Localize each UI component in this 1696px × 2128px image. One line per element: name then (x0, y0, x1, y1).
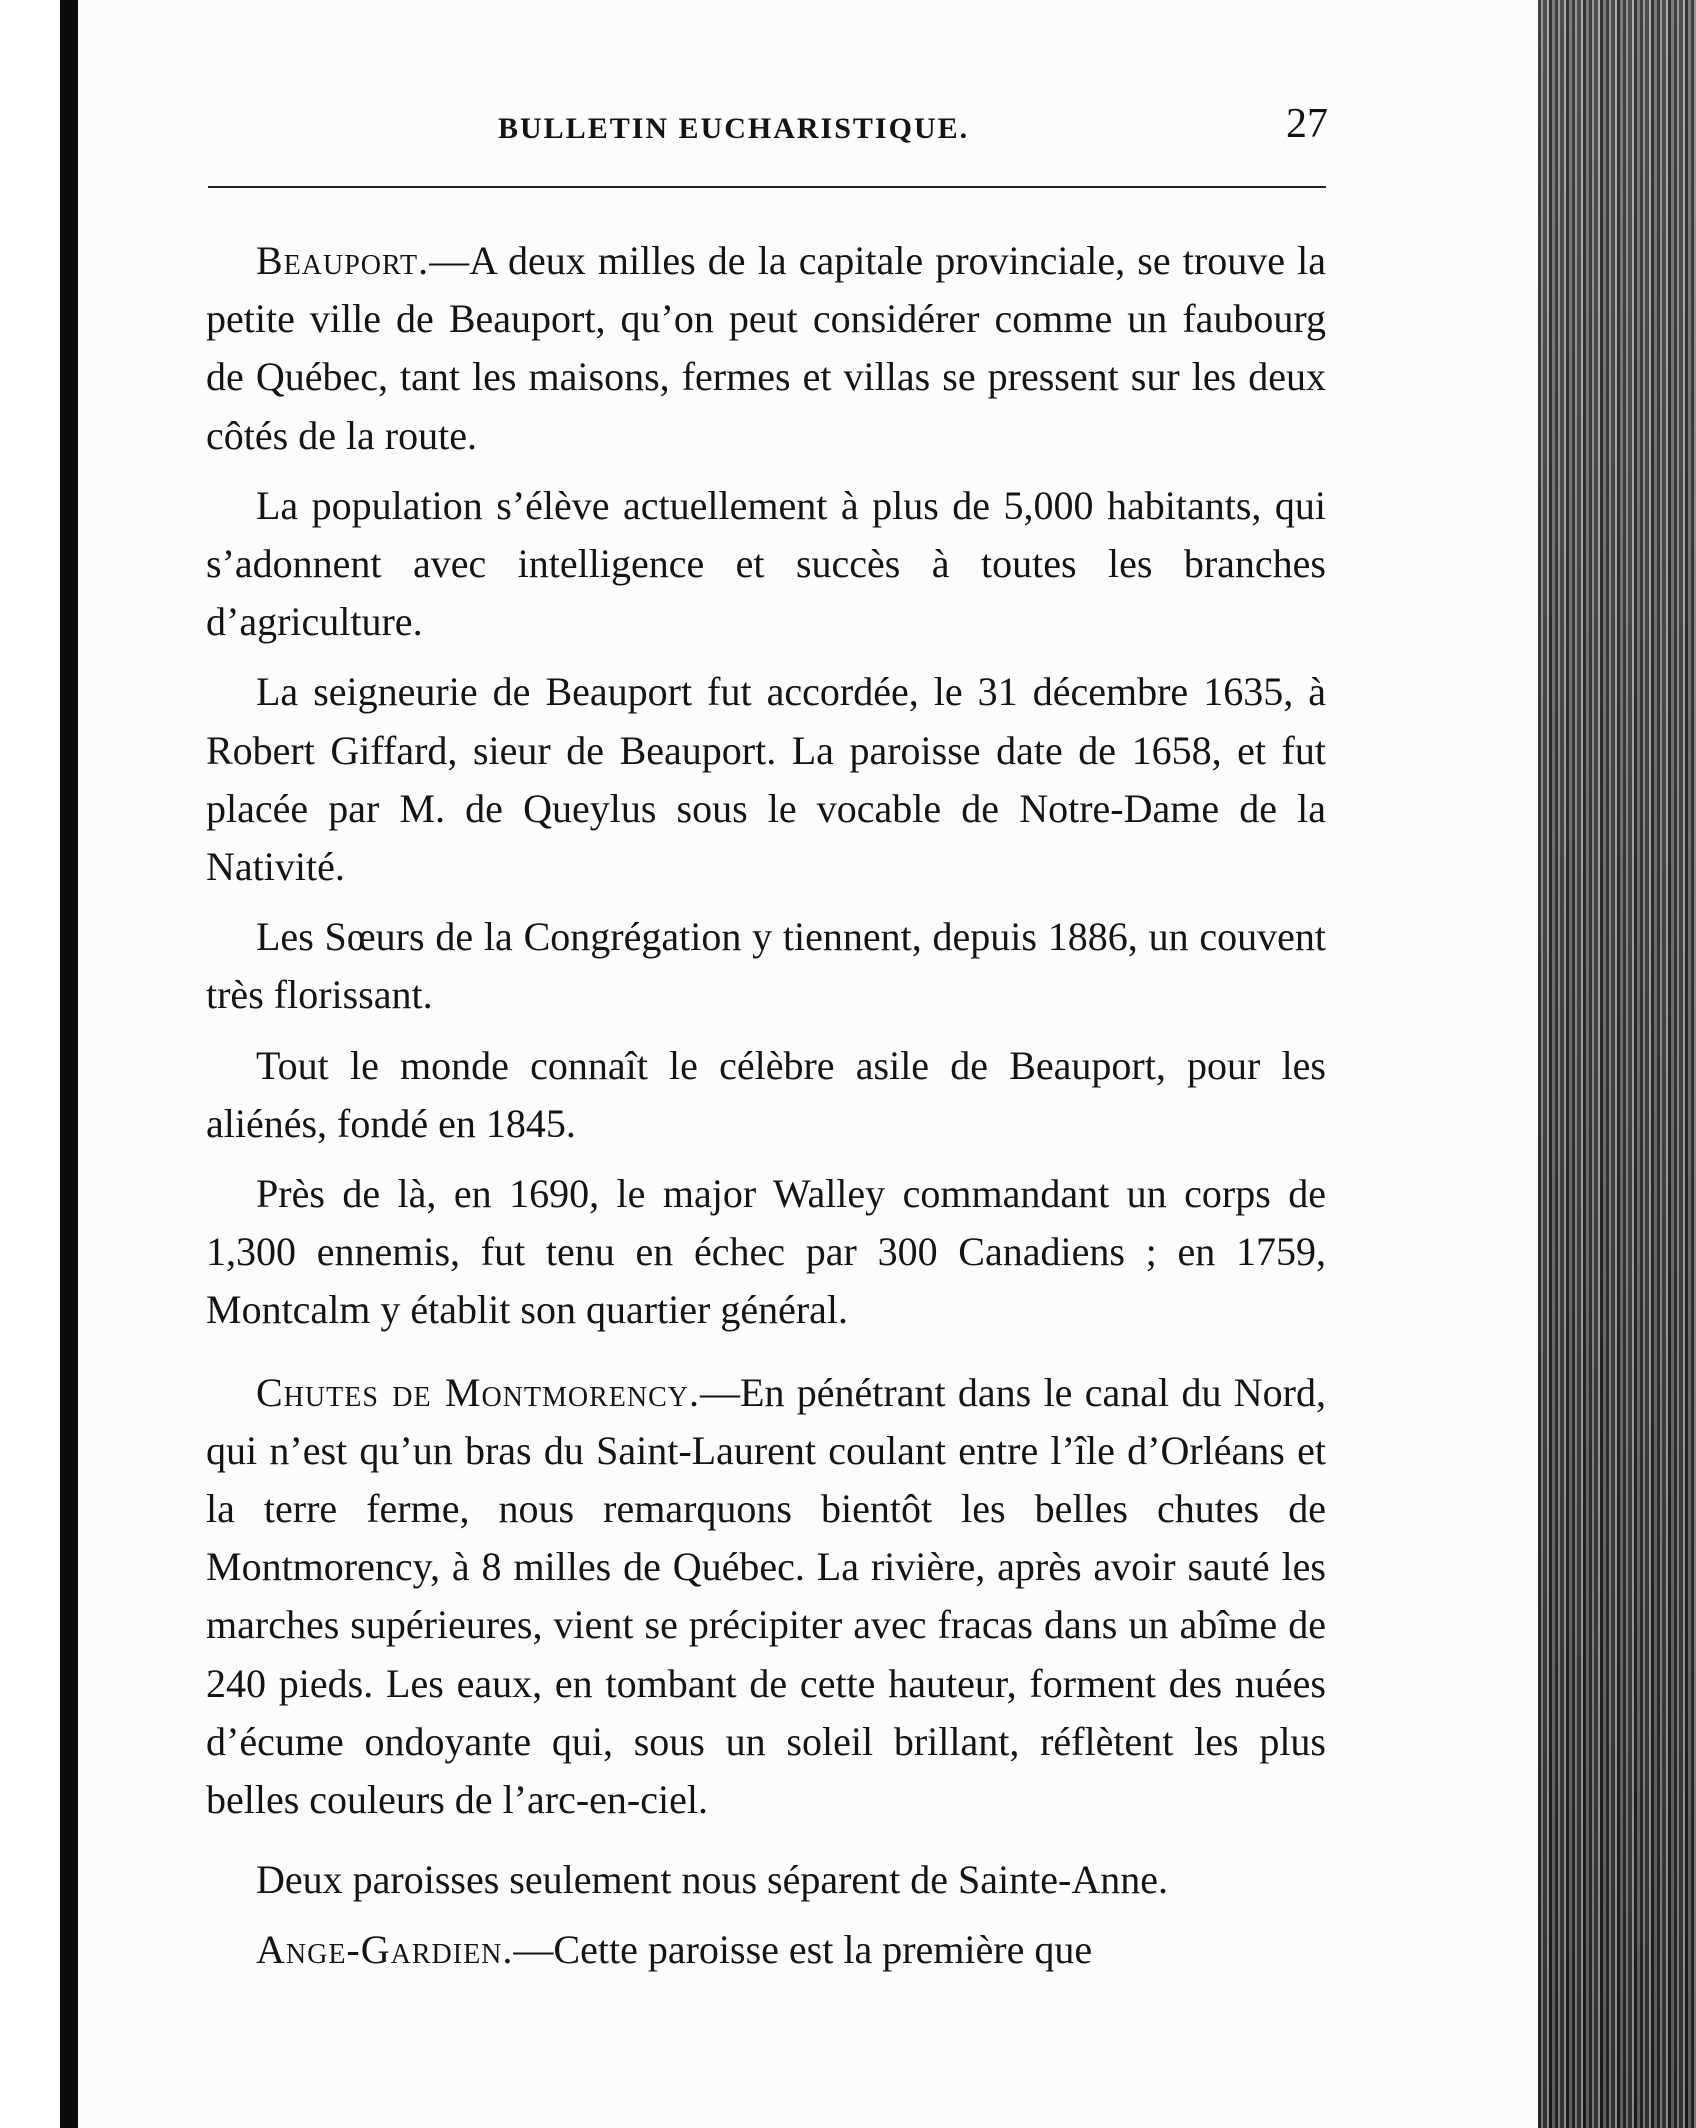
paragraph-text: Tout le monde connaît le célèbre asile de Beauport, pour les aliénés, fondé en 1845. (206, 1042, 1326, 1146)
page-edges-stack (1538, 0, 1696, 2128)
paragraph-soeurs (206, 908, 1326, 1024)
section-lead-montmorency: Chutes de Montmorency. (256, 1369, 701, 1415)
paragraph-text: La population s’élève actuellement à plus de 5,000 habitants, qui s’adonnent avec intelligence et succès à toutes les branches d’agriculture. (206, 482, 1326, 645)
page-header (208, 100, 1328, 160)
paragraph-beauport (206, 232, 1326, 465)
paragraph-montmorency (206, 1364, 1326, 1830)
paragraph-text: —A deux milles de la capitale provinciale, se trouve la petite ville de Beauport, qu’on peut considérer comme un faubourg de Québec, tant les maisons, fermes et villas se pressent sur les deux côtés de la route. (206, 238, 1326, 458)
section-lead-ange-gardien: Ange-Gardien. (256, 1927, 514, 1973)
paragraph-text: —En pénétrant dans le canal du Nord, qui n’est qu’un bras du Saint-Laurent coulant entre l’île d’Orléans et la terre ferme, nous remarquons bientôt les belles chutes de Montmorency, à 8 milles de Québec. La rivière, après avoir sauté les marches supérieures, vient se précipiter avec fracas dans un abîme de 240 pieds. Les eaux, en tombant de cette hauteur, forment des nuées d’écume ondoyante qui, sous un soleil brillant, réflètent les plus belles couleurs de l’arc-en-ciel. (206, 1369, 1326, 1823)
running-title: BULLETIN EUCHARISTIQUE. (498, 112, 970, 145)
book-spine-shadow (60, 0, 78, 2128)
header-rule (208, 186, 1326, 188)
paragraph-text: La seigneurie de Beauport fut accordée, le 31 décembre 1635, à Robert Giffard, sieur de Beauport. La paroisse date de 1658, et fut placée par M. de Queylus sous le vocable de Notre-Dame de la Nativité. (206, 669, 1326, 890)
paragraph-walley (206, 1165, 1326, 1340)
paragraph-text: Deux paroisses seulement nous séparent de Sainte-Anne. (256, 1857, 1168, 1903)
paragraph-seigneurie (206, 663, 1326, 896)
paragraph-asile (206, 1037, 1326, 1153)
paragraph-population (206, 477, 1326, 652)
paragraph-text: Les Sœurs de la Congrégation y tiennent, depuis 1886, un couvent très florissant. (206, 914, 1326, 1018)
section-lead-beauport: Beauport. (256, 238, 430, 283)
body-text (206, 232, 1326, 1980)
page-number: 27 (1286, 101, 1328, 147)
paragraph-ange-gardien (206, 1921, 1326, 1979)
paragraph-text: Près de là, en 1690, le major Walley commandant un corps de 1,300 ennemis, fut tenu en échec par 300 Canadiens ; en 1759, Montcalm y établit son quartier général. (206, 1171, 1326, 1333)
paragraph-text: —Cette paroisse est la première que (513, 1927, 1093, 1973)
paragraph-deux-paroisses (206, 1851, 1326, 1909)
